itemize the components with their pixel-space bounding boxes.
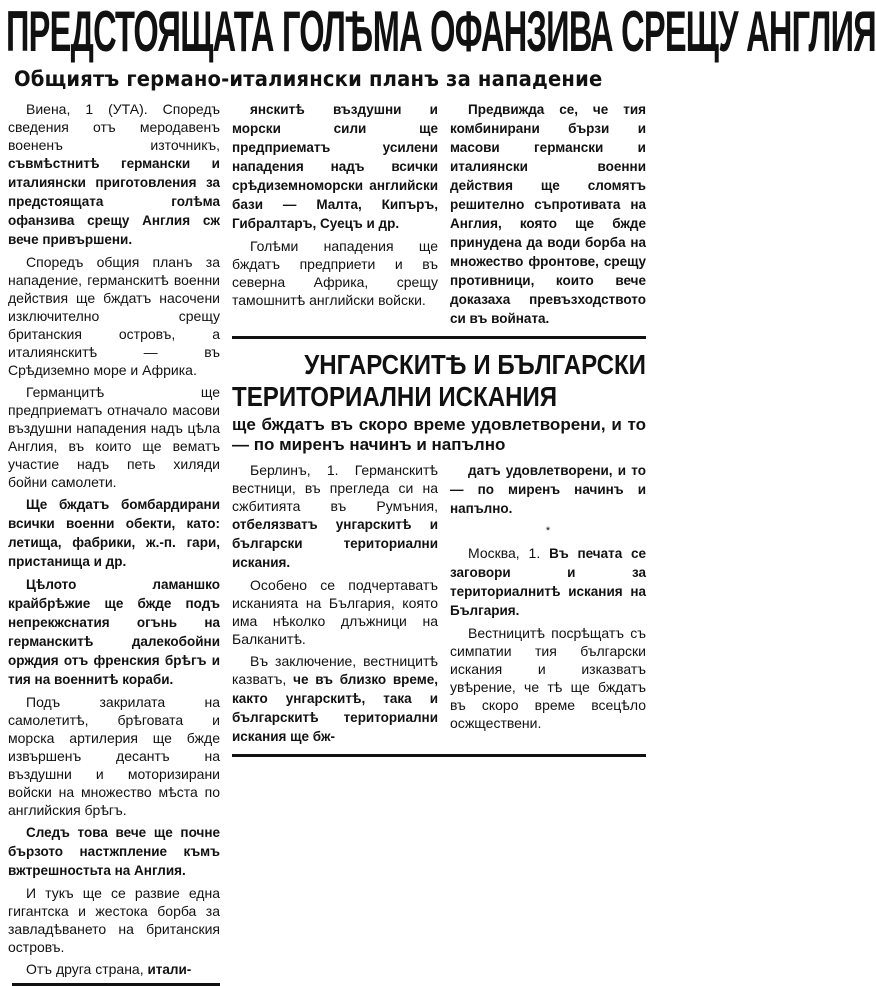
text: Отъ друга страна, bbox=[26, 961, 148, 977]
text: Споредъ общия планъ за нападение, германскитѣ военни действия ще бждатъ насочени изключително срещу британския островъ, а италиянскитѣ — въ Срѣдиземно море и Африка. bbox=[8, 254, 220, 378]
article2-column1 bbox=[232, 461, 438, 750]
paragraph bbox=[450, 100, 646, 328]
article2-row bbox=[232, 461, 646, 750]
bold-text: Предвижда се, че тия комбинирани бързи и масови германски и италиянски военни действия ще сломятъ решително съпротивата на Англия, която ще бжде принудена да води борба на множество фронтове, срещу противници, които вече доказаха превъзходството си въ войната. bbox=[450, 102, 646, 326]
paragraph bbox=[232, 237, 438, 309]
article2-end-rule bbox=[232, 754, 646, 757]
paragraph bbox=[8, 253, 220, 379]
text: Берлинъ, 1. Германскитѣ вестници, въ прегледа си на сжбитията въ Румъния, bbox=[232, 462, 438, 514]
paragraph bbox=[450, 522, 646, 540]
paragraph bbox=[450, 624, 646, 732]
text: Москва, 1. bbox=[468, 545, 550, 561]
section-divider bbox=[232, 336, 646, 339]
paragraph bbox=[232, 652, 438, 746]
paragraph bbox=[8, 100, 220, 249]
bold-text: Следъ това вече ще почне бързото настжпление къмъ вжтрешностьта на Англия. bbox=[8, 825, 220, 878]
paragraph bbox=[450, 544, 646, 620]
text: Подъ закрилата на самолетитѣ, брѣговата и морска артилерия ще бжде извършенъ десантъ на въздушни и моторизирани войски на множество мѣста по английския брѣгъ. bbox=[8, 694, 220, 818]
paragraph bbox=[8, 495, 220, 571]
bold-text: итали- bbox=[147, 962, 192, 977]
bold-text: Цѣлото ламаншко крайбрѣжие ще бжде подъ непрекжснатия огънь на германскитѣ далекобойни орждия отъ френския брѣгъ и тия на военнитѣ кораби. bbox=[8, 577, 220, 687]
article1-column2 bbox=[232, 100, 438, 313]
bold-text: датъ удовлетворени, и то — по миренъ начинъ и напълно. bbox=[450, 463, 646, 516]
bold-text: че въ близко време, както унгарскитѣ, така и българскитѣ териториални искания ще бж- bbox=[232, 672, 438, 744]
text: * bbox=[545, 525, 551, 537]
article2-headline-line2: ТЕРИТОРИАЛНИ ИСКАНИЯ bbox=[232, 381, 558, 412]
left-column-block bbox=[8, 100, 220, 986]
bold-text: янскитѣ въздушни и морски сили ще предприематъ усилени нападения надъ всички срѣдиземноморски английски бази — Малта, Кипъръ, Гибралтаръ, Суецъ и др. bbox=[232, 102, 438, 231]
bold-text: Въ печата се заговори и за териториалнитѣ искания на България. bbox=[450, 546, 646, 618]
paragraph bbox=[8, 693, 220, 819]
article1-column3 bbox=[450, 100, 646, 332]
article2-column2 bbox=[450, 461, 646, 736]
paragraph bbox=[232, 100, 438, 233]
paragraph bbox=[232, 576, 438, 648]
article1-column1 bbox=[8, 100, 220, 979]
text: Особено се подчертаватъ исканията на България, която има нѣколко длъжници на Балканитѣ. bbox=[232, 577, 438, 647]
text: Голѣми нападения ще бждатъ предприети и въ северна Африка, срещу тамошнитѣ английски войски. bbox=[232, 238, 438, 308]
paragraph bbox=[8, 960, 220, 979]
bold-text: съвмѣстнитѣ германски и италиянски приготовления за предстоящата голѣма офанзива срещу Англия сж вече привършени. bbox=[8, 156, 220, 247]
article2-headline-line1: УНГАРСКИТѢ И БЪЛГАРСКИ bbox=[304, 349, 646, 380]
text: Въ заключение, вестницитѣ казватъ, bbox=[232, 653, 438, 687]
paragraph bbox=[232, 461, 438, 572]
paragraph bbox=[8, 884, 220, 956]
bold-text: Ще бждатъ бомбардирани всички военни обекти, като: летища, фабрики, ж.-п. гари, пристанища и др. bbox=[8, 497, 220, 569]
text: Виена, 1 (УТА). Споредъ bbox=[26, 101, 220, 117]
paragraph bbox=[8, 383, 220, 491]
main-subheadline: Общиятъ германо-италиянски планъ за нападение bbox=[14, 67, 603, 91]
text: сведения отъ меродавенъ воененъ източникъ, bbox=[8, 119, 220, 153]
text: Вестницитѣ посрѣщатъ съ симпатии тия български искания и изказватъ увѣрение, че тѣ ще бждатъ въ скоро време всецѣло осжществени. bbox=[450, 625, 646, 731]
right-column-block bbox=[232, 100, 646, 757]
paragraph bbox=[450, 461, 646, 518]
paragraph bbox=[8, 575, 220, 689]
text: Германцитѣ ще предприематъ отначало масови въздушни нападения надъ цѣла Англия, въ които ще вематъ участие надъ петь хиляди бойни самолети. bbox=[8, 384, 220, 490]
bold-text: отбелязватъ унгарскитѣ и български териториални искания. bbox=[232, 517, 438, 570]
text: И тукъ ще се развие една гигантска и жестока борба за завладѣването на британския островъ. bbox=[8, 885, 220, 955]
article1-continuation-row bbox=[232, 100, 646, 332]
article2-subheadline: ще бждатъ въ скоро време удовлетворени, и то — по миренъ начинъ и напълно bbox=[232, 415, 646, 454]
paragraph bbox=[8, 823, 220, 880]
main-headline: ПРЕДСТОЯЩАТА ГОЛѢМА ОФАНЗИВА СРЕЩУ АНГЛИЯ bbox=[6, 0, 876, 64]
